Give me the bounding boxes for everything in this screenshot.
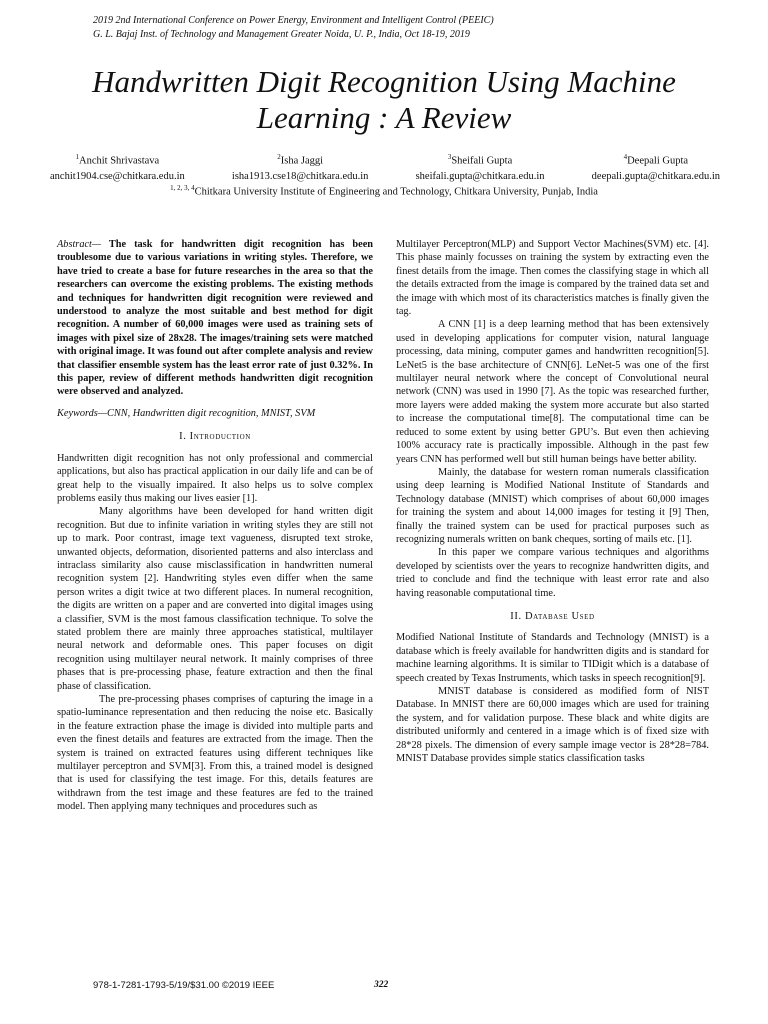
abstract-label: Abstract— xyxy=(57,239,102,250)
affiliation xyxy=(0,184,768,198)
affiliation-sup: 1, 2, 3, 4 xyxy=(170,184,195,192)
author-2-name: Isha Jaggi xyxy=(280,155,324,167)
right-paragraph-4: In this paper we compare various techniques and algorithms developed by scientists over the years to recognize handwritten digits, and tried to conclude and find the technique with least error rate and also having reasonable computational time. xyxy=(396,547,709,599)
paper-title: Handwritten Digit Recognition Using Machine Learning : A Review xyxy=(92,64,676,135)
author-3-name: Sheifali Gupta xyxy=(451,155,513,167)
author-1-sup: 1 xyxy=(75,153,80,161)
right-paragraph-1: Multilayer Perceptron(MLP) and Support Vector Machines(SVM) etc. [4]. This phase mainly focusses on training the system by extracting even the finest details from the image. Then comes the classifying stage in which all the details extracted from the image is compared by the trained data set and the image with which most of its characteristics matches is finally given the tag. xyxy=(396,239,709,318)
author-1-name: Anchit Shrivastava xyxy=(79,155,160,167)
right-column xyxy=(396,238,709,765)
page-number: 322 xyxy=(374,980,389,990)
author-2 xyxy=(232,150,369,184)
author-2-sup: 2 xyxy=(277,153,281,161)
right-paragraph-3: Mainly, the database for western roman numerals classification using deep learning is Modified National Institute of Standards and Technology database (MNIST) which comprises of about 60,000 images for training the system and about 14,000 images for testing it [9] Then, finally the trained system can be used for practical purposes such as recognizing numerals written on bank cheques, sorting of mails etc. [1]. xyxy=(396,466,709,545)
author-list xyxy=(50,150,720,184)
author-3 xyxy=(416,150,545,184)
author-4-name: Deepali Gupta xyxy=(627,155,689,167)
section-heading-introduction: I. Introduction xyxy=(179,431,251,443)
author-3-email: sheifali.gupta@chitkara.edu.in xyxy=(415,170,545,182)
author-4-email: deepali.gupta@chitkara.edu.in xyxy=(591,170,720,182)
author-3-sup: 3 xyxy=(447,153,452,161)
abstract xyxy=(57,238,373,399)
affiliation-text: Chitkara University Institute of Engineering and Technology, Chitkara University, Punjab, India xyxy=(194,186,598,198)
keywords: Keywords—CNN, Handwritten digit recognition, MNIST, SVM xyxy=(57,407,316,419)
conference-line-2: G. L. Bajaj Inst. of Technology and Management Greater Noida, U. P., India, Oct 18-19, 2019 xyxy=(93,29,470,40)
right-paragraph-2: A CNN [1] is a deep learning method that has been extensively used in developing applications for computer vision, natural language processing, data mining, computer games and handwritten recognition[5]. LeNet5 is the base architecture of CNN[6]. LeNet-5 was one of the first multilayer neural network where the concept of Convolutional neural network (CNN) was used in 1990 [7]. As the topic was researched further, more layers were added making the system more accurate but also started to increase the computational time[8]. The computational time can be reduced to some extent by using better GPU’s. But even then achieving 100% accuracy rate is practically impossible. Although in the past few years CNN has performed well but still human beings have better ability. xyxy=(396,319,709,465)
intro-paragraph-1: Handwritten digit recognition has not only professional and commercial applications, but also has practical application in our daily life and can be of great help to the visually impaired. It also helps us to solve complex problems easily thus making our lives easier [1]. xyxy=(57,452,373,504)
author-2-email: isha1913.cse18@chitkara.edu.in xyxy=(231,170,369,182)
conference-header xyxy=(93,14,693,42)
database-paragraph-1: Modified National Institute of Standards and Technology (MNIST) is a database which is freely available for handwritten digits and is standard for machine learning algorithms. It is similar to TIDigit which is a database of speech created by Texas Instruments, which tasks in speech recognition[9]. xyxy=(396,632,709,684)
footer-copyright: 978-1-7281-1793-5/19/$31.00 ©2019 IEEE xyxy=(93,980,275,991)
intro-paragraph-2: Many algorithms have been developed for hand written digit recognition. But due to infinite variation in writing styles they are still not up to mark. Poor contrast, image text vagueness, disrupted text stroke, unwanted objects, deformation, disoriented patterns and also interclass and intraclass similarity also cause misclassification in handwritten numeral recognition system [2]. Handwriting styles even differ when the same person writes a digit twice at two different places. In numeral recognition, the digits are written on a paper and are converted into digital images using a classifier, SVM is the most famous classification technique. To solve the stated problem there are mainly three approaches statistical, multilayer neural network and deformable ones. This paper focuses on digit recognition using multilayer neural network. It mainly comprises of three phases that is pre-processing phase, feature extraction and then the final phase of classification. xyxy=(57,506,373,692)
author-4-sup: 4 xyxy=(623,153,628,161)
abstract-text: The task for handwritten digit recognition has been troublesome due to various variations in writing styles. Therefore, we have tried to create a base for future researches in the area so that the researchers can overcome the existing problems. The existing methods and techniques for handwritten digit recognition were reviewed and understood to analyze the most suitable and best method for digit recognition. A number of 60,000 images were used as training sets of images with pixel size of 28x28. The images/training sets were matched with original image. It was found out after complete analysis and review that classifier ensemble system has the least error rate of just 0.32%. In this paper, review of different methods handwritten digit recognition were observed and analyzed. xyxy=(57,239,373,398)
author-1 xyxy=(50,150,185,184)
intro-paragraph-3: The pre-processing phases comprises of capturing the image in a spatio-luminance representation and then reducing the noise etc. Basically in the feature extraction phase the image is divided into multiple parts and even the finest details and features are extracted from the image. Then the system is trained on extracted features using different techniques like multilayer perceptron and SVM[3]. From this, a trained model is designed that is used for classifying the test image. For this, details features are withdrawn from the test image and these features are fed to the trained model. Then applying many techniques and procedures such as xyxy=(57,694,373,813)
author-4 xyxy=(592,150,720,184)
author-1-email: anchit1904.cse@chitkara.edu.in xyxy=(50,170,185,182)
conference-line-1: 2019 2nd International Conference on Power Energy, Environment and Intelligent Control (PEEIC) xyxy=(93,15,494,26)
database-paragraph-2: MNIST database is considered as modified form of NIST Database. In MNIST there are 60,000 images which are used for training the system, and for validation purpose. These black and white digits are distributed uniformly and centered in a image which is of fixed size with 28*28 pixels. The dimension of every sample image vector is 28*28=784. MNIST Database provides simple statics classification tasks xyxy=(396,686,709,765)
left-column xyxy=(57,238,373,814)
section-heading-database: II. Database Used xyxy=(510,610,595,622)
